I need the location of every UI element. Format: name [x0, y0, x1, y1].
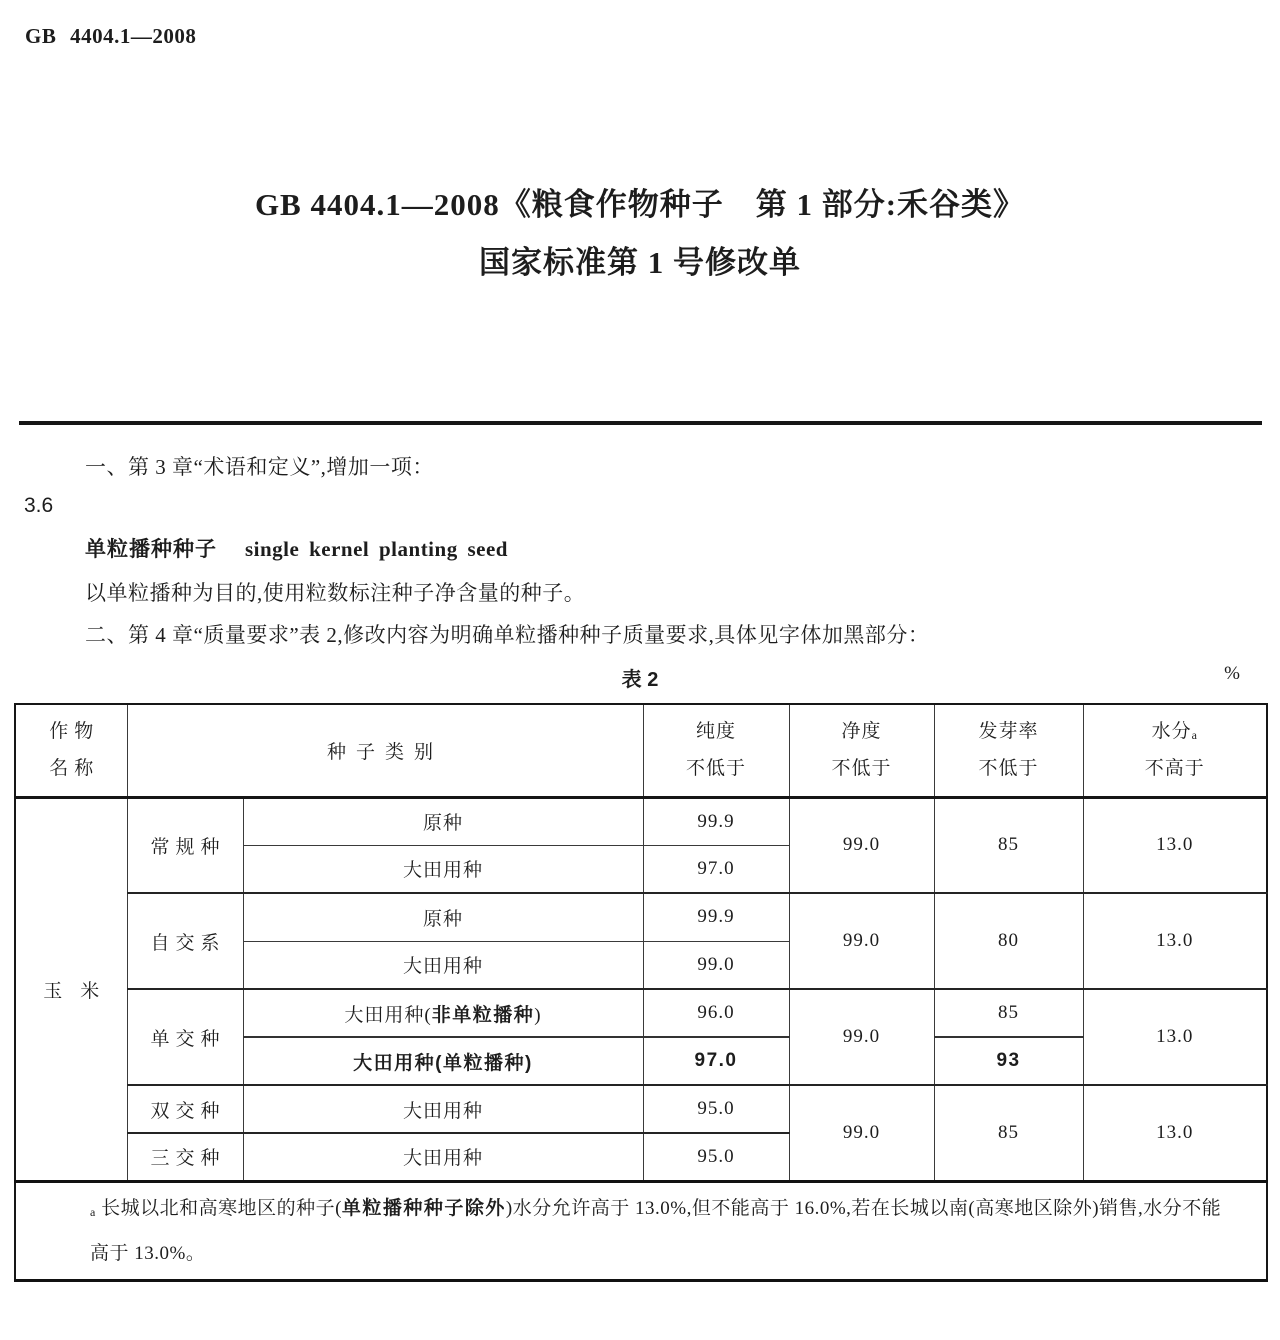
cell-type: 大田用种(非单粒播种): [243, 989, 643, 1037]
bold-segment: 非单粒播种: [431, 1004, 535, 1026]
footnote-bold-segment: 单粒播种种子除外: [341, 1197, 506, 1219]
cell-germination: 80: [934, 893, 1083, 989]
header-cleanness: 净度 不低于: [789, 704, 934, 797]
header-crop-name: 作物 名称: [15, 704, 127, 797]
cell-group-zijiaoxi: 自交系: [127, 893, 243, 989]
header-seed-type: 种子类别: [127, 704, 643, 797]
row-danjiao-feidanli: [15, 989, 1267, 1037]
cell-germination: 85: [934, 797, 1083, 893]
cell-purity: 95.0: [643, 1133, 789, 1181]
cell-type: 原种: [243, 797, 643, 845]
row-zijiaoxi-yuanzhong: [15, 893, 1267, 941]
header-purity: 纯度 不低于: [643, 704, 789, 797]
document-title: [0, 176, 1280, 292]
cell-purity: 96.0: [643, 989, 789, 1037]
cell-germination: 85: [934, 989, 1083, 1037]
cell-group-danjiao: 单交种: [127, 989, 243, 1085]
cell-purity: 97.0: [643, 845, 789, 893]
cell-germination: 85: [934, 1085, 1083, 1181]
cell-group-shuangjiao: 双交种: [127, 1085, 243, 1133]
cell-moisture: 13.0: [1083, 1085, 1267, 1181]
cell-moisture: 13.0: [1083, 797, 1267, 893]
footnote-marker: a: [90, 1204, 96, 1219]
cell-type: 大田用种: [243, 1133, 643, 1181]
cell-moisture: 13.0: [1083, 989, 1267, 1085]
cell-purity: 99.9: [643, 893, 789, 941]
term-definition-heading: [85, 533, 508, 563]
cell-cleanness: 99.0: [789, 989, 934, 1085]
term-definition-text: 以单粒播种为目的,使用粒数标注种子净含量的种子。: [85, 581, 586, 605]
quality-requirements-table: [14, 703, 1268, 1282]
cell-type: 大田用种: [243, 1085, 643, 1133]
cell-cleanness: 99.0: [789, 1085, 934, 1181]
table-header-row: [15, 704, 1267, 797]
cell-cleanness: 99.0: [789, 797, 934, 893]
clause-number: 3.6: [24, 494, 54, 517]
table-unit-label: %: [1224, 663, 1240, 684]
table-footnote-row: [15, 1181, 1267, 1280]
title-line-1: GB 4404.1—2008《粮食作物种子 第 1 部分:禾谷类》: [254, 187, 1026, 222]
term-english: single kernel planting seed: [245, 537, 508, 561]
cell-cleanness: 99.0: [789, 893, 934, 989]
cell-group-sanjiao: 三交种: [127, 1133, 243, 1181]
paragraph-amendment-2: 二、第 4 章“质量要求”表 2,修改内容为明确单粒播种种子质量要求,具体见字体加黑部分：: [85, 623, 930, 647]
cell-crop-maize: 玉米: [15, 797, 127, 1181]
footnote-cell: $^a$ 长城以北和高寒地区的种子(单粒播种种子除外)水分允许高于 13.0%,但不能高于 16.0%,若在长城以南(高寒地区除外)销售,水分不能高于 13.0%。: [15, 1181, 1267, 1280]
row-changgui-yuanzhong: [15, 797, 1267, 845]
table-caption: 表 2: [621, 669, 659, 691]
cell-type: 大田用种: [243, 941, 643, 989]
cell-moisture: 13.0: [1083, 893, 1267, 989]
cell-purity: 99.0: [643, 941, 789, 989]
row-shuangjiao: [15, 1085, 1267, 1133]
moisture-footnote-marker: a: [1191, 728, 1198, 743]
cell-purity: 95.0: [643, 1085, 789, 1133]
header-rule: [19, 421, 1262, 425]
standard-number: GB 4404.1—2008: [25, 24, 197, 48]
cell-group-changgui: 常规种: [127, 797, 243, 893]
header-moisture: 水分$^a$ 不高于: [1083, 704, 1267, 797]
cell-germination-bold: 93: [934, 1037, 1083, 1085]
title-line-2: 国家标准第 1 号修改单: [479, 245, 801, 280]
cell-type: 大田用种: [243, 845, 643, 893]
cell-type-bold: 大田用种(单粒播种): [243, 1037, 643, 1085]
cell-purity-bold: 97.0: [643, 1037, 789, 1085]
cell-type: 原种: [243, 893, 643, 941]
paragraph-amendment-1: 一、第 3 章“术语和定义”,增加一项：: [85, 455, 434, 479]
header-germination: 发芽率 不低于: [934, 704, 1083, 797]
cell-purity: 99.9: [643, 797, 789, 845]
term-chinese: 单粒播种种子: [85, 538, 217, 561]
